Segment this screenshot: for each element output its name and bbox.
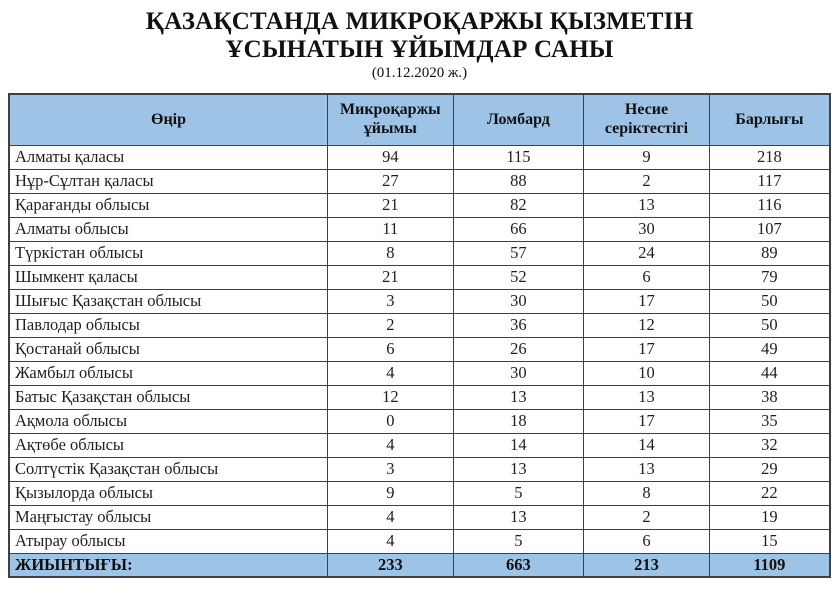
value-cell: 57: [453, 241, 584, 265]
value-cell: 26: [453, 337, 584, 361]
table-row: [9, 265, 830, 289]
value-cell: 218: [709, 145, 830, 169]
region-name-cell: Ақмола облысы: [9, 409, 328, 433]
region-name-cell: Шығыс Қазақстан облысы: [9, 289, 328, 313]
region-name-cell: Алматы қаласы: [9, 145, 328, 169]
region-name-cell: Қызылорда облысы: [9, 481, 328, 505]
table-row: [9, 169, 830, 193]
value-cell: 4: [328, 529, 454, 553]
value-cell: 36: [453, 313, 584, 337]
value-cell: 19: [709, 505, 830, 529]
value-cell: 9: [328, 481, 454, 505]
region-name-cell: Алматы облысы: [9, 217, 328, 241]
value-cell: 0: [328, 409, 454, 433]
value-cell: 18: [453, 409, 584, 433]
value-cell: 11: [328, 217, 454, 241]
region-name-cell: Нұр-Сұлтан қаласы: [9, 169, 328, 193]
total-value-cell: 233: [328, 553, 454, 577]
value-cell: 4: [328, 433, 454, 457]
region-name-cell: Түркістан облысы: [9, 241, 328, 265]
value-cell: 115: [453, 145, 584, 169]
value-cell: 13: [584, 193, 710, 217]
value-cell: 13: [453, 385, 584, 409]
table-row: [9, 217, 830, 241]
column-header-3: Несие серіктестігі: [584, 94, 710, 145]
total-value-cell: 663: [453, 553, 584, 577]
value-cell: 21: [328, 265, 454, 289]
value-cell: 15: [709, 529, 830, 553]
value-cell: 94: [328, 145, 454, 169]
value-cell: 82: [453, 193, 584, 217]
value-cell: 13: [584, 385, 710, 409]
value-cell: 8: [584, 481, 710, 505]
value-cell: 5: [453, 481, 584, 505]
region-name-cell: Шымкент қаласы: [9, 265, 328, 289]
table-row: [9, 289, 830, 313]
table-total-row: [9, 553, 830, 577]
value-cell: 89: [709, 241, 830, 265]
table-row: [9, 361, 830, 385]
total-label-cell: ЖИЫНТЫҒЫ:: [9, 553, 328, 577]
value-cell: 50: [709, 313, 830, 337]
table-row: [9, 505, 830, 529]
table-row: [9, 529, 830, 553]
value-cell: 2: [584, 505, 710, 529]
table-row: [9, 385, 830, 409]
value-cell: 35: [709, 409, 830, 433]
value-cell: 29: [709, 457, 830, 481]
region-name-cell: Маңғыстау облысы: [9, 505, 328, 529]
column-header-1: Микроқаржы ұйымы: [328, 94, 454, 145]
report-date-subtitle: (01.12.2020 ж.): [371, 65, 468, 81]
value-cell: 30: [453, 289, 584, 313]
total-value-cell: 213: [584, 553, 710, 577]
table-row: [9, 313, 830, 337]
value-cell: 9: [584, 145, 710, 169]
value-cell: 13: [584, 457, 710, 481]
value-cell: 30: [453, 361, 584, 385]
table-row: [9, 241, 830, 265]
table-row: [9, 409, 830, 433]
value-cell: 12: [584, 313, 710, 337]
value-cell: 44: [709, 361, 830, 385]
region-name-cell: Атырау облысы: [9, 529, 328, 553]
value-cell: 116: [709, 193, 830, 217]
value-cell: 12: [328, 385, 454, 409]
value-cell: 4: [328, 505, 454, 529]
value-cell: 6: [584, 529, 710, 553]
region-name-cell: Қарағанды облысы: [9, 193, 328, 217]
region-name-cell: Павлодар облысы: [9, 313, 328, 337]
value-cell: 66: [453, 217, 584, 241]
value-cell: 107: [709, 217, 830, 241]
value-cell: 21: [328, 193, 454, 217]
region-name-cell: Солтүстік Қазақстан облысы: [9, 457, 328, 481]
value-cell: 17: [584, 289, 710, 313]
value-cell: 6: [584, 265, 710, 289]
value-cell: 52: [453, 265, 584, 289]
value-cell: 88: [453, 169, 584, 193]
value-cell: 14: [584, 433, 710, 457]
value-cell: 14: [453, 433, 584, 457]
column-header-2: Ломбард: [453, 94, 584, 145]
column-header-0: Өңір: [9, 94, 328, 145]
value-cell: 22: [709, 481, 830, 505]
value-cell: 30: [584, 217, 710, 241]
value-cell: 8: [328, 241, 454, 265]
value-cell: 17: [584, 337, 710, 361]
region-name-cell: Жамбыл облысы: [9, 361, 328, 385]
value-cell: 10: [584, 361, 710, 385]
title-block: [0, 0, 839, 82]
region-name-cell: Ақтөбе облысы: [9, 433, 328, 457]
value-cell: 50: [709, 289, 830, 313]
region-name-cell: Қостанай облысы: [9, 337, 328, 361]
table-row: [9, 481, 830, 505]
value-cell: 13: [453, 505, 584, 529]
value-cell: 27: [328, 169, 454, 193]
value-cell: 79: [709, 265, 830, 289]
page-title-line-2: ҰСЫНАТЫН ҰЙЫМДАР САНЫ: [225, 35, 614, 63]
microfinance-organizations-table: [8, 93, 831, 578]
value-cell: 5: [453, 529, 584, 553]
value-cell: 49: [709, 337, 830, 361]
value-cell: 13: [453, 457, 584, 481]
value-cell: 24: [584, 241, 710, 265]
value-cell: 4: [328, 361, 454, 385]
value-cell: 2: [584, 169, 710, 193]
value-cell: 3: [328, 457, 454, 481]
table-body: [9, 145, 830, 553]
value-cell: 38: [709, 385, 830, 409]
column-header-4: Барлығы: [709, 94, 830, 145]
table-header-row: [9, 94, 830, 145]
table-row: [9, 457, 830, 481]
value-cell: 3: [328, 289, 454, 313]
value-cell: 2: [328, 313, 454, 337]
value-cell: 6: [328, 337, 454, 361]
table-row: [9, 193, 830, 217]
table-row: [9, 337, 830, 361]
value-cell: 117: [709, 169, 830, 193]
table-row: [9, 433, 830, 457]
page-title-line-1: ҚАЗАҚСТАНДА МИКРОҚАРЖЫ ҚЫЗМЕТІН: [145, 8, 694, 35]
table-row: [9, 145, 830, 169]
value-cell: 17: [584, 409, 710, 433]
region-name-cell: Батыс Қазақстан облысы: [9, 385, 328, 409]
total-value-cell: 1109: [709, 553, 830, 577]
value-cell: 32: [709, 433, 830, 457]
